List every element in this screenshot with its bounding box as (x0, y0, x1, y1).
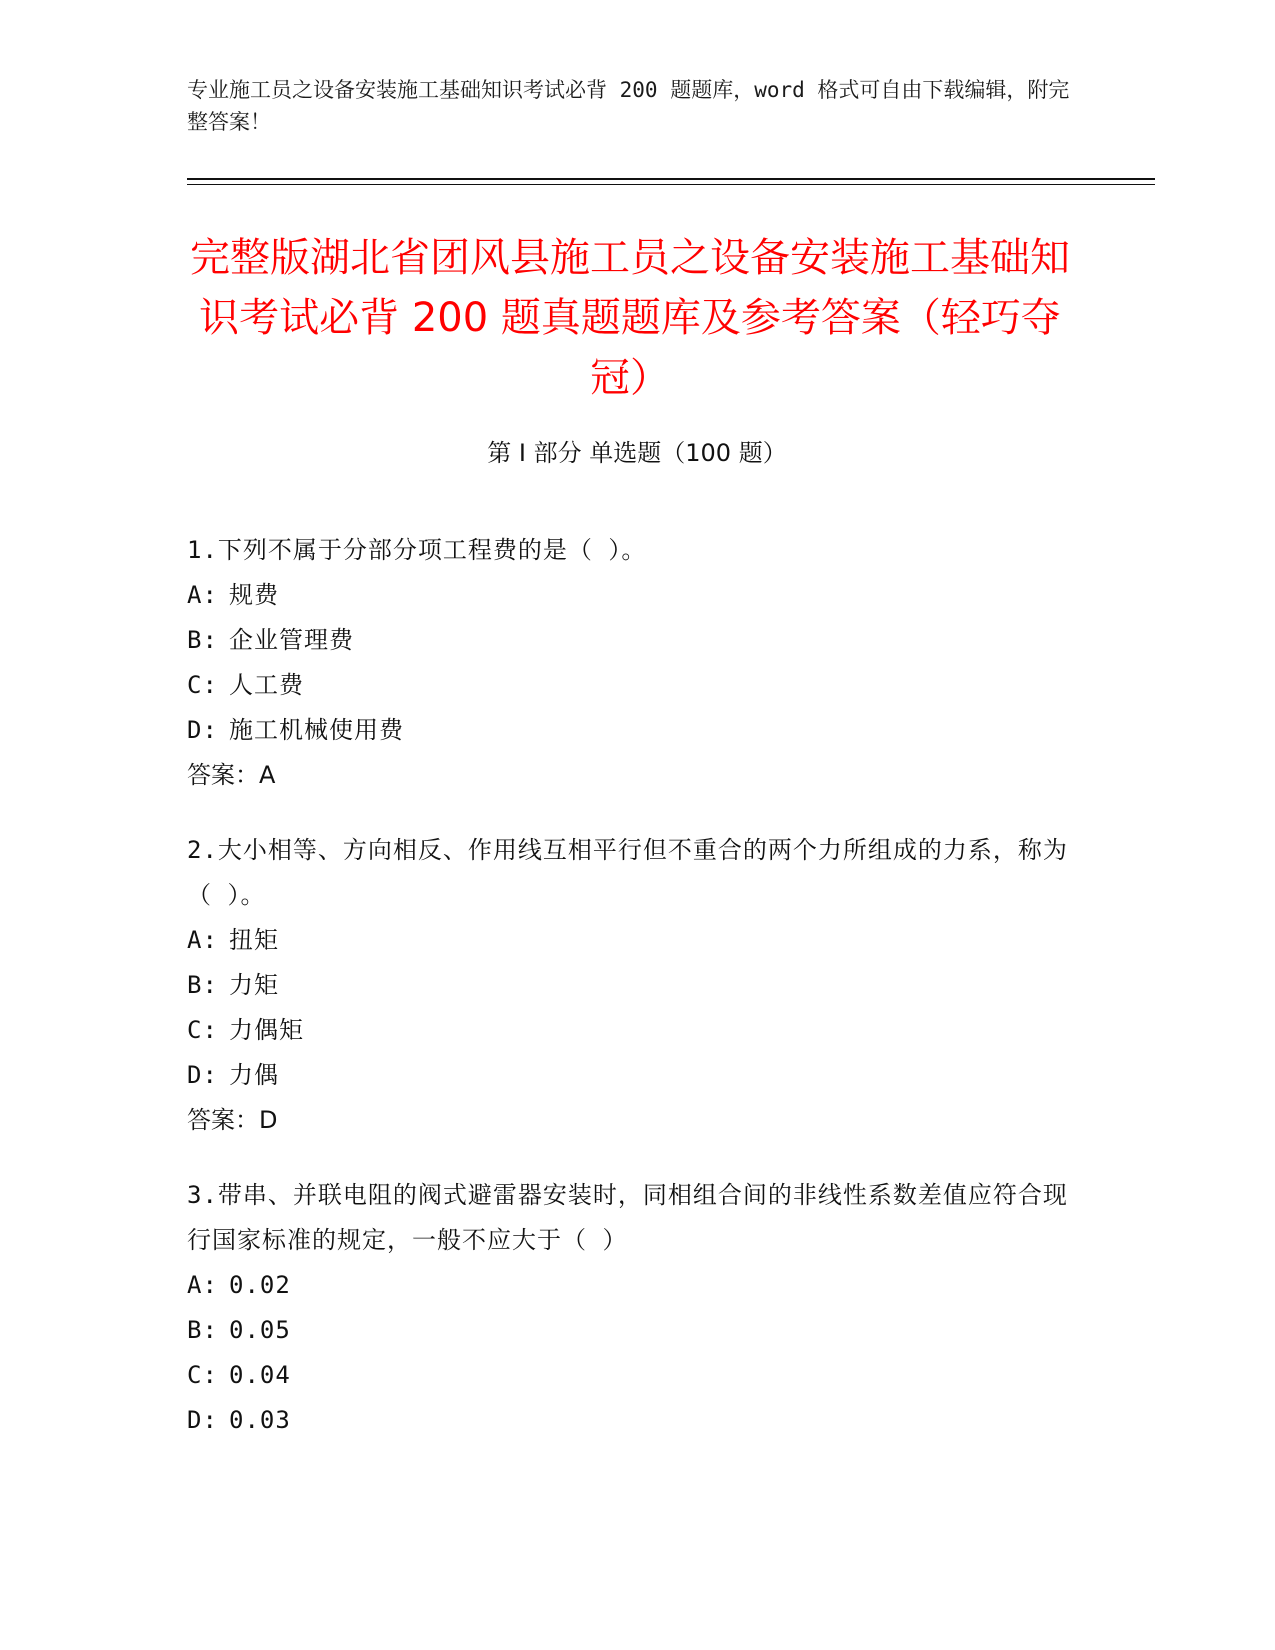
question-list (187, 528, 1087, 1473)
option-letter: B: (187, 626, 218, 654)
option-text: 企业管理费 (229, 626, 354, 654)
option-letter: A: (187, 926, 218, 954)
question-item (187, 828, 1087, 1143)
option-text: 施工机械使用费 (229, 716, 404, 744)
answer-line: 答案：A (187, 761, 276, 789)
option-b (187, 963, 1087, 1008)
question-stem: 1.下列不属于分部分项工程费的是（ ）。 (187, 536, 647, 564)
header-divider-thick (187, 178, 1155, 180)
option-c (187, 663, 1087, 708)
option-text: 力偶矩 (229, 1016, 304, 1044)
option-text: 人工费 (229, 671, 304, 699)
document-title: 完整版湖北省团风县施工员之设备安装施工基础知识考试必背 200 题真题题库及参考答案（轻巧夺冠） (190, 235, 1070, 401)
option-text: 力矩 (229, 971, 279, 999)
header-note: 专业施工员之设备安装施工基础知识考试必背 200 题题库，word 格式可自由下载编辑，附完整答案！ (187, 78, 1070, 134)
option-text: 0.02 (229, 1271, 291, 1299)
option-text: 力偶 (229, 1061, 279, 1089)
option-a (187, 573, 1087, 618)
option-letter: D: (187, 1061, 218, 1089)
option-text: 扭矩 (229, 926, 279, 954)
option-d (187, 1053, 1087, 1098)
option-b (187, 1308, 1087, 1353)
section-heading: 第 I 部分 单选题（100 题） (487, 439, 787, 467)
option-letter: A: (187, 581, 218, 609)
option-c (187, 1008, 1087, 1053)
answer-line: 答案：D (187, 1106, 278, 1134)
option-letter: D: (187, 716, 218, 744)
question-stem: 3.带串、并联电阻的阀式避雷器安装时，同相组合间的非线性系数差值应符合现行国家标准的规定，一般不应大于（ ） (187, 1181, 1068, 1254)
option-b (187, 618, 1087, 663)
option-a (187, 918, 1087, 963)
option-letter: A: (187, 1271, 218, 1299)
option-a (187, 1263, 1087, 1308)
option-text: 0.04 (229, 1361, 291, 1389)
option-letter: B: (187, 971, 218, 999)
question-item (187, 1173, 1087, 1443)
option-text: 0.03 (229, 1406, 291, 1434)
option-d (187, 1398, 1087, 1443)
option-letter: B: (187, 1316, 218, 1344)
header-divider-thin (187, 184, 1155, 185)
option-letter: C: (187, 671, 218, 699)
option-text: 规费 (229, 581, 279, 609)
option-text: 0.05 (229, 1316, 291, 1344)
question-item (187, 528, 1087, 798)
option-letter: C: (187, 1016, 218, 1044)
option-letter: C: (187, 1361, 218, 1389)
option-d (187, 708, 1087, 753)
option-c (187, 1353, 1087, 1398)
option-letter: D: (187, 1406, 218, 1434)
question-stem: 2.大小相等、方向相反、作用线互相平行但不重合的两个力所组成的力系，称为（ ）。 (187, 836, 1068, 909)
